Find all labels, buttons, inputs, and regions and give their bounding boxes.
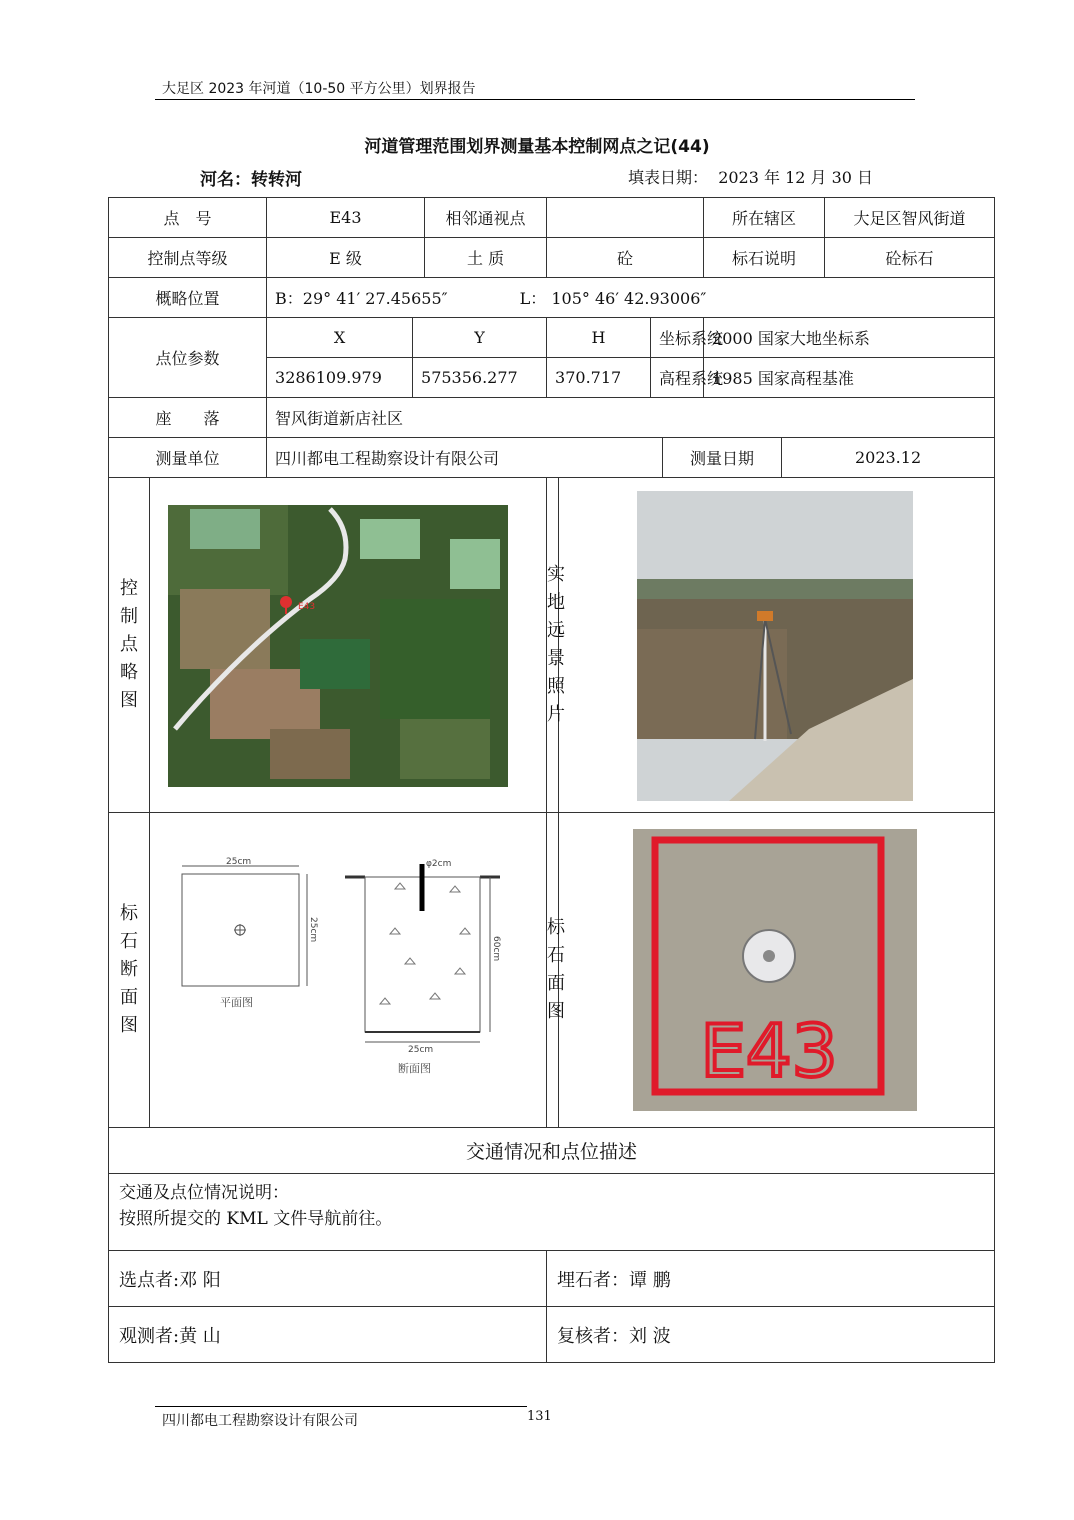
sketch-label-cell bbox=[109, 478, 150, 813]
control-point-table bbox=[108, 197, 995, 1363]
satellite-map bbox=[150, 479, 527, 812]
h-value: 370.717 bbox=[547, 358, 651, 398]
photo-label-cell bbox=[547, 478, 566, 813]
coord-sys-value: 2000 国家大地坐标系 bbox=[704, 318, 995, 358]
section-label: 标 石 断 面 图 bbox=[120, 903, 138, 1036]
traffic-description bbox=[109, 1174, 995, 1251]
grade-value: E 级 bbox=[267, 238, 425, 278]
grade-label: 控制点等级 bbox=[109, 238, 267, 278]
reviewer: 复核者：刘 波 bbox=[547, 1307, 995, 1363]
footer-rule bbox=[155, 1406, 527, 1407]
header-rule bbox=[155, 99, 915, 100]
seat-label: 座 落 bbox=[109, 398, 267, 438]
traffic-line-2: 按照所提交的 KML 文件导航前往。 bbox=[119, 1209, 393, 1229]
survey-date-label: 测量日期 bbox=[663, 438, 782, 478]
section-label-cell bbox=[109, 813, 150, 1128]
latitude: B：29° 41′ 27.45655″ bbox=[275, 289, 448, 308]
stone-face-cell bbox=[559, 813, 995, 1128]
fill-date-value: 2023 年 12 月 30 日 bbox=[718, 168, 874, 187]
location-label: 概略位置 bbox=[109, 278, 267, 318]
district-label: 所在辖区 bbox=[704, 198, 825, 238]
section-caption: 断面图 bbox=[398, 1061, 431, 1075]
face-label: 标 石 面 图 bbox=[547, 917, 566, 1022]
fill-date bbox=[628, 165, 873, 188]
approx-position bbox=[267, 278, 995, 318]
footer-company: 四川都电工程勘察设计有限公司 bbox=[162, 1413, 358, 1429]
height-sys-value: 1985 国家高程基准 bbox=[704, 358, 995, 398]
section-drawing-cell bbox=[150, 813, 547, 1128]
longitude: L： 105° 46′ 42.93006″ bbox=[519, 289, 707, 308]
form-title: 河道管理范围划界测量基本控制网点之记(44) bbox=[364, 137, 710, 157]
section-height-label: 60cm bbox=[491, 935, 501, 961]
params-label: 点位参数 bbox=[109, 318, 267, 398]
h-label: H bbox=[547, 318, 651, 358]
unit-label: 测量单位 bbox=[109, 438, 267, 478]
plan-height-label: 25cm bbox=[308, 916, 318, 942]
seat-value: 智风街道新店社区 bbox=[267, 398, 995, 438]
traffic-line-1: 交通及点位情况说明： bbox=[119, 1183, 289, 1203]
traffic-heading: 交通情况和点位描述 bbox=[109, 1128, 995, 1174]
fill-date-label: 填表日期： bbox=[628, 168, 709, 187]
neighbor-value bbox=[547, 198, 704, 238]
section-diameter-label: φ2cm bbox=[426, 858, 452, 869]
page-number: 131 bbox=[527, 1409, 552, 1424]
coord-sys-label: 坐标系统 bbox=[651, 318, 704, 358]
section-drawing bbox=[150, 814, 527, 1127]
section-width-label: 25cm bbox=[408, 1044, 434, 1055]
y-value: 575356.277 bbox=[413, 358, 547, 398]
field-photo bbox=[559, 479, 991, 812]
face-label-cell bbox=[547, 813, 566, 1128]
y-label: Y bbox=[413, 318, 547, 358]
soil-value: 砼 bbox=[547, 238, 704, 278]
plan-caption: 平面图 bbox=[220, 995, 253, 1009]
height-sys-label: 高程系统 bbox=[651, 358, 704, 398]
x-label: X bbox=[267, 318, 413, 358]
map-marker-label: E43 bbox=[298, 601, 316, 612]
marker-label: 标石说明 bbox=[704, 238, 825, 278]
point-selector: 选点者:邓 阳 bbox=[109, 1251, 547, 1307]
plan-width-label: 25cm bbox=[226, 856, 252, 867]
stone-face-photo bbox=[559, 814, 991, 1127]
sketch-map-cell bbox=[150, 478, 547, 813]
page-header: 大足区 2023 年河道（10-50 平方公里）划界报告 bbox=[162, 81, 476, 97]
point-no: E43 bbox=[267, 198, 425, 238]
photo-label: 实 地 远 景 照 片 bbox=[547, 564, 566, 725]
photo-cell bbox=[559, 478, 995, 813]
unit-value: 四川都电工程勘察设计有限公司 bbox=[267, 438, 663, 478]
survey-date-value: 2023.12 bbox=[782, 438, 995, 478]
observer: 观测者:黄 山 bbox=[109, 1307, 547, 1363]
x-value: 3286109.979 bbox=[267, 358, 413, 398]
neighbor-label: 相邻通视点 bbox=[425, 198, 547, 238]
point-no-label: 点 号 bbox=[109, 198, 267, 238]
marker-value: 砼标石 bbox=[825, 238, 995, 278]
stone-face-text: E43 bbox=[700, 1008, 838, 1093]
soil-label: 土 质 bbox=[425, 238, 547, 278]
district-value: 大足区智风街道 bbox=[825, 198, 995, 238]
stone-burier: 埋石者：谭 鹏 bbox=[547, 1251, 995, 1307]
river-name: 河名：转转河 bbox=[200, 170, 302, 190]
sketch-label: 控 制 点 略 图 bbox=[120, 578, 138, 711]
